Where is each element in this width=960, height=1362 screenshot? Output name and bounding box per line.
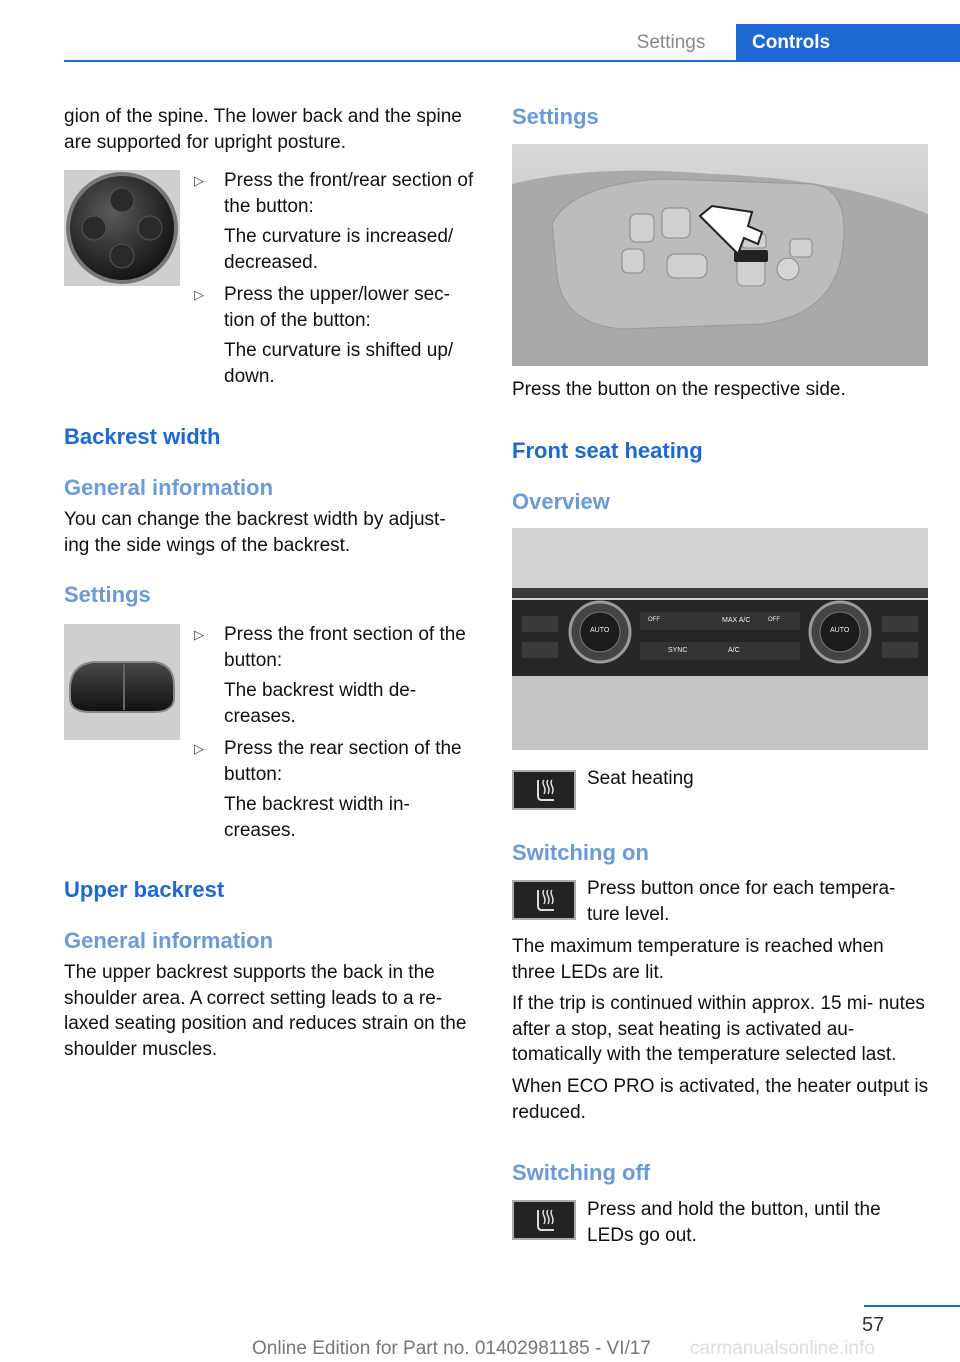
bullet-triangle-icon: ▷ [194, 287, 204, 302]
lumbar-button-image [64, 170, 180, 286]
max-temp-paragraph: The maximum temperature is reached when three LEDs are lit. [512, 936, 884, 983]
header-rule [64, 60, 960, 62]
seat-heating-icon [512, 770, 576, 810]
backrest-width-button-image [64, 624, 180, 740]
eco-paragraph: When ECO PRO is activated, the heater output is reduced. [512, 1076, 929, 1123]
list-item [194, 282, 474, 392]
panel-ac: A/C [728, 647, 740, 654]
upper-backrest-heading: Upper backrest [64, 877, 225, 902]
general-info-heading: General information [64, 928, 274, 953]
backrest-width-paragraph: You can change the backrest width by adjust- ing the side wings of the backrest. [64, 509, 446, 556]
overview-heading: Overview [512, 489, 610, 514]
panel-auto-left: AUTO [590, 627, 610, 634]
bullet-triangle-icon: ▷ [194, 173, 204, 188]
intro-paragraph: gion of the spine. The lower back and the spine are supported for upright posture. [64, 106, 462, 153]
seat-heating-label: Seat heating [587, 768, 694, 789]
panel-sync: SYNC [668, 647, 688, 654]
footer-rule [864, 1305, 960, 1307]
list-item-action: Press the front/rear section of the button: [224, 170, 474, 217]
list-item-result: The curvature is shifted up/ down. [224, 340, 454, 387]
climate-panel-photo [512, 528, 928, 750]
list-item-action: Press the rear section of the button: [224, 738, 462, 785]
panel-max-ac: MAX A/C [722, 617, 751, 624]
list-item-result: The backrest width in- creases. [224, 794, 410, 841]
list-item-action: Press the upper/lower sec- tion of the button: [224, 284, 450, 331]
panel-off-left: OFF [648, 617, 660, 623]
list-item-result: The backrest width de- creases. [224, 680, 417, 727]
panel-off-right: OFF [768, 617, 780, 623]
list-item-result: The curvature is increased/ decreased. [224, 226, 454, 273]
panel-auto-right: AUTO [830, 627, 850, 634]
list-item [194, 168, 474, 278]
seat-heating-icon [512, 880, 576, 920]
trip-paragraph: If the trip is continued within approx. 15 mi- nutes after a stop, seat heating is activated au- tomatically with the temperature selected last. [512, 993, 925, 1065]
backrest-width-heading: Backrest width [64, 424, 221, 449]
list-item-action: Press the front section of the button: [224, 624, 466, 671]
general-info-heading: General information [64, 475, 274, 500]
header-chapter-tab[interactable]: Controls [736, 24, 960, 62]
bullet-triangle-icon: ▷ [194, 627, 204, 642]
front-seat-heating-heading: Front seat heating [512, 438, 703, 463]
switching-off-text: Press and hold the button, until the LEDs go out. [587, 1199, 881, 1246]
watermark: carmanualsonline.info [690, 1338, 875, 1359]
header-section-tab[interactable]: Settings [636, 32, 706, 53]
list-item [194, 736, 474, 846]
edition-note: Online Edition for Part no. 01402981185 - VI/17 [252, 1338, 651, 1359]
bullet-triangle-icon: ▷ [194, 741, 204, 756]
switching-on-heading: Switching on [512, 840, 649, 865]
switching-off-heading: Switching off [512, 1160, 651, 1185]
page-number: 57 [862, 1314, 885, 1336]
list-item [194, 622, 474, 732]
seat-controls-photo [512, 144, 928, 366]
settings-heading-left: Settings [64, 582, 151, 607]
upper-backrest-paragraph: The upper backrest supports the back in the shoulder area. A correct setting leads to a re- laxed seating position and reduces strain on the shoulder muscles. [64, 962, 467, 1060]
settings-instruction: Press the button on the respective side. [512, 379, 846, 400]
settings-heading-right: Settings [512, 104, 599, 129]
switching-on-text: Press button once for each tempera- ture level. [587, 878, 896, 925]
seat-heating-icon [512, 1200, 576, 1240]
